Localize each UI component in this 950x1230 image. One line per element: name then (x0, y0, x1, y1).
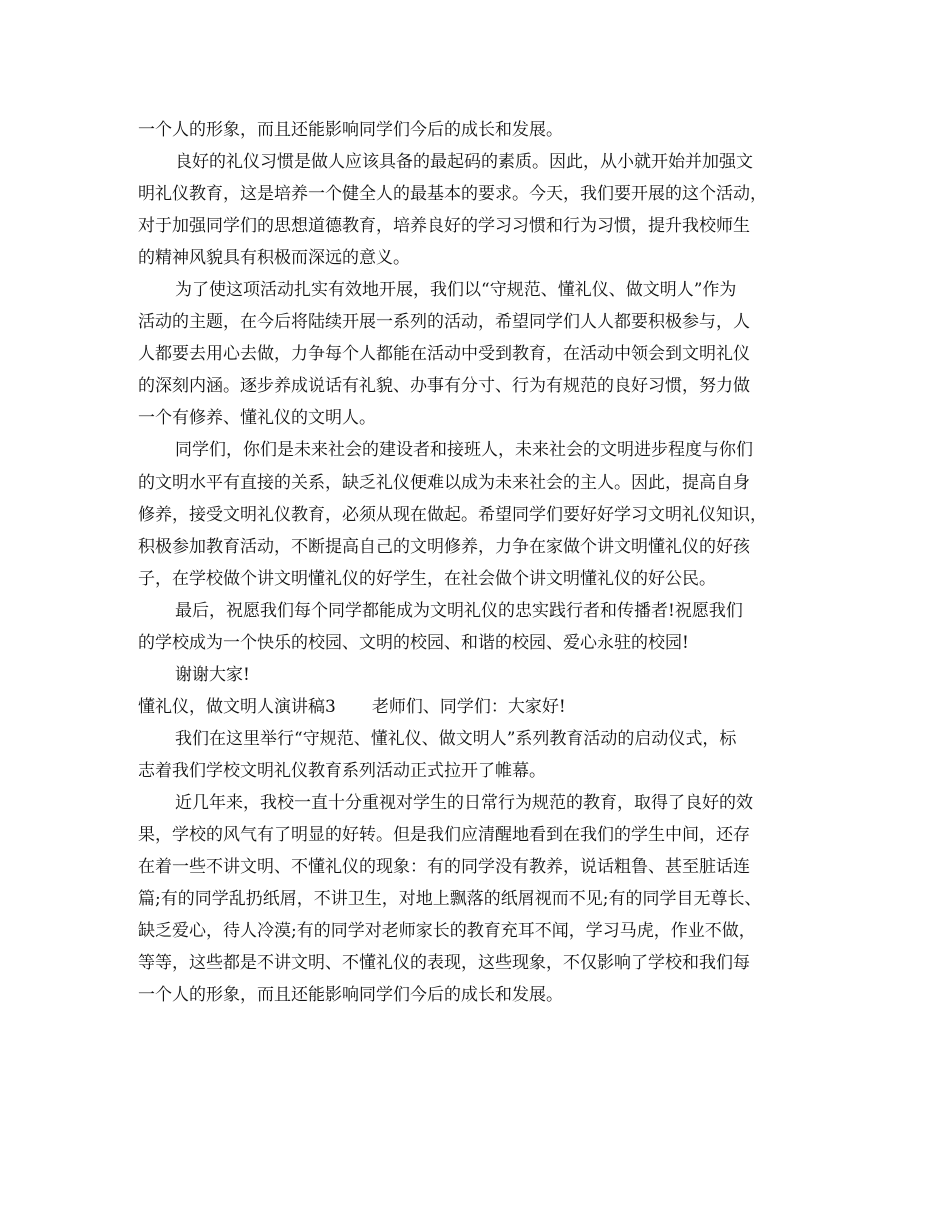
text-line: 对于加强同学们的思想道德教育，培养良好的学习习惯和行为习惯，提升我校师生 (138, 216, 750, 237)
paragraph-start-line: 我们在这里举行“守规范、懂礼仪、做文明人”系列教育活动的启动仪式，标 (175, 728, 737, 749)
text-line: 明礼仪教育，这是培养一个健全人的最基本的要求。今天，我们要开展的这个活动， (138, 184, 767, 205)
speech-title-line (138, 691, 828, 723)
text-line: 的精神风貌具有积极而深远的意义。 (138, 248, 410, 269)
text-line: 一个有修养、懂礼仪的文明人。 (138, 408, 376, 429)
text-line: 子，在学校做个讲文明懂礼仪的好学生，在社会做个讲文明懂礼仪的好公民。 (138, 568, 716, 589)
text-line: 在着一些不讲文明、不懂礼仪的现象：有的同学没有教养，说话粗鲁、甚至脏话连 (138, 857, 750, 878)
paragraph-start-line: 同学们，你们是未来社会的建设者和接班人，未来社会的文明进步程度与你们 (175, 440, 753, 461)
text-line: 等等，这些都是不讲文明、不懂礼仪的表现，这些现象，不仅影响了学校和我们每 (138, 953, 750, 974)
text-line: 的学校成为一个快乐的校园、文明的校园、和谐的校园、爱心永驻的校园! (138, 632, 689, 653)
text-line: 人都要去用心去做，力争每个人都能在活动中受到教育，在活动中领会到文明礼仪 (138, 344, 750, 365)
paragraph-start-line: 良好的礼仪习惯是做人应该具备的最起码的素质。因此，从小就开始并加强文 (175, 152, 753, 173)
text-line: 果，学校的风气有了明显的好转。但是我们应清醒地看到在我们的学生中间，还存 (138, 825, 750, 846)
text-line: 一个人的形象，而且还能影响同学们今后的成长和发展。 (138, 985, 563, 1006)
paragraph-start-line: 近几年来，我校一直十分重视对学生的日常行为规范的教育，取得了良好的效 (175, 792, 753, 813)
text-line: 一个人的形象，而且还能影响同学们今后的成长和发展。 (138, 120, 563, 140)
text-line: 的深刻内涵。逐步养成说话有礼貌、办事有分寸、行为有规范的良好习惯，努力做 (138, 376, 750, 397)
text-line: 活动的主题，在今后将陆续开展一系列的活动，希望同学们人人都要积极参与，人 (138, 312, 750, 333)
text-line: 篇;有的同学乱扔纸屑，不讲卫生，对地上飘落的纸屑视而不见;有的同学目无尊长、 (138, 889, 762, 910)
document-body (138, 114, 828, 1011)
paragraph-start-line: 最后，祝愿我们每个同学都能成为文明礼仪的忠实践行者和传播者!祝愿我们 (175, 600, 743, 621)
text-line: 的文明水平有直接的关系，缺乏礼仪便难以成为未来社会的主人。因此，提高自身 (138, 472, 750, 493)
text-line: 志着我们学校文明礼仪教育系列活动正式拉开了帷幕。 (138, 760, 546, 781)
text-line: 积极参加教育活动，不断提高自己的文明修养，力争在家做个讲文明懂礼仪的好孩 (138, 536, 750, 557)
paragraph-start-line: 为了使这项活动扎实有效地开展，我们以“守规范、懂礼仪、做文明人”作为 (175, 280, 737, 301)
text-line: 修养，接受文明礼仪教育，必须从现在做起。希望同学们要好好学习文明礼仪知识， (138, 504, 767, 525)
speech-greeting: 老师们、同学们：大家好! (371, 696, 566, 717)
closing-thanks: 谢谢大家! (175, 664, 250, 685)
speech-title: 懂礼仪，做文明人演讲稿3 (138, 696, 336, 717)
text-line: 缺乏爱心，待人冷漠;有的同学对老师家长的教育充耳不闻，学习马虎，作业不做， (138, 921, 756, 942)
